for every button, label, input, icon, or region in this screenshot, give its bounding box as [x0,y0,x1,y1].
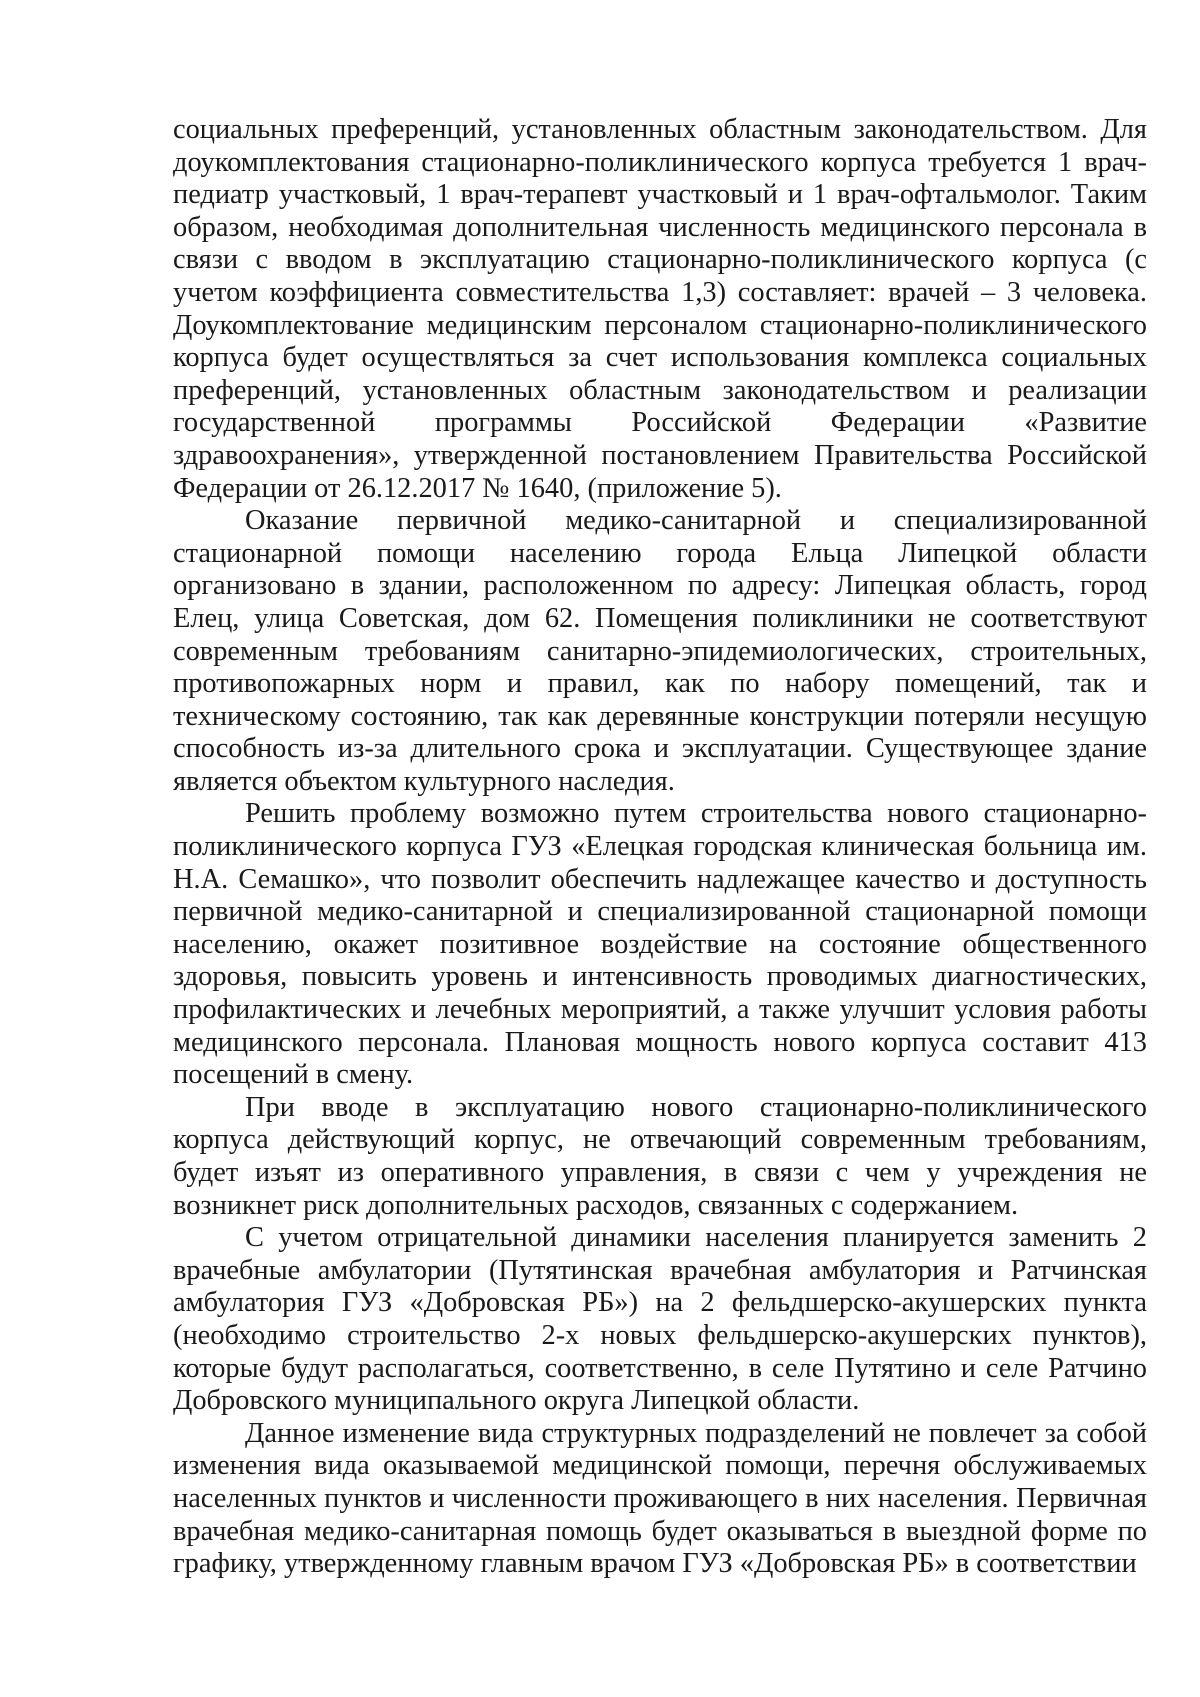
paragraph-staffing-continuation: социальных преференций, установленных областным законодательством. Для доукомплектования стационарно-поликлинического корпуса требуется 1 врач-педиатр участковый, 1 врач-терапевт участковый и 1 врач-офтальмолог. Таким образом, необходимая дополнительная численность медицинского персонала в связи с вводом в эксплуатацию стационарно-поликлинического корпуса (с учетом коэффициента совместительства 1,3) составляет: врачей – 3 человека. Доукомплектование медицинским персоналом стационарно-поликлинического корпуса будет осуществляться за счет использования комплекса социальных преференций, установленных областным законодательством и реализации государственной программы Российской Федерации «Развитие здравоохранения», утвержденной постановлением Правительства Российской Федерации от 26.12.2017 № 1640, (приложение 5). [173,114,1147,504]
document-page [173,114,1147,1581]
paragraph-ambulatory-replacement: С учетом отрицательной динамики населения планируется заменить 2 врачебные амбулатории (Путятинская врачебная амбулатория и Ратчинская амбулатория ГУЗ «Добровская РБ») на 2 фельдшерско-акушерских пункта (необходимо строительство 2-х новых фельдшерско-акушерских пунктов), которые будут располагаться, соответственно, в селе Путятино и селе Ратчино Добровского муниципального округа Липецкой области. [173,1222,1147,1417]
paragraph-old-building-withdrawal: При вводе в эксплуатацию нового стационарно-поликлинического корпуса действующий корпус, не отвечающий современным требованиям, будет изъят из оперативного управления, в связи с чем у учреждения не возникнет риск дополнительных расходов, связанных с содержанием. [173,1091,1147,1221]
paragraph-yelets-hospital-building: Оказание первичной медико-санитарной и специализированной стационарной помощи населению города Ельца Липецкой области организовано в здании, расположенном по адресу: Липецкая область, город Елец, улица Советская, дом 62. Помещения поликлиники не соответствуют современным требованиям санитарно-эпидемиологических, строительных, противопожарных норм и правил, как по набору помещений, так и техническому состоянию, так как деревянные конструкции потеряли несущую способность из-за длительного срока и эксплуатации. Существующее здание является объектом культурного наследия. [173,505,1147,797]
paragraph-new-building-solution: Решить проблему возможно путем строительства нового стационарно-поликлинического корпуса ГУЗ «Елецкая городская клиническая больница им. Н.А. Семашко», что позволит обеспечить надлежащее качество и доступность первичной медико-санитарной и специализированной стационарной помощи населению, окажет позитивное воздействие на состояние общественного здоровья, повысить уровень и интенсивность проводимых диагностических, профилактических и лечебных мероприятий, а также улучшит условия работы медицинского персонала. Плановая мощность нового корпуса составит 413 посещений в смену. [173,798,1147,1091]
paragraph-care-continuity: Данное изменение вида структурных подразделений не повлечет за собой изменения вида оказываемой медицинской помощи, перечня обслуживаемых населенных пунктов и численности проживающего в них населения. Первичная врачебная медико-санитарная помощь будет оказываться в выездной форме по графику, утвержденному главным врачом ГУЗ «Добровская РБ» в соответствии [173,1417,1147,1580]
